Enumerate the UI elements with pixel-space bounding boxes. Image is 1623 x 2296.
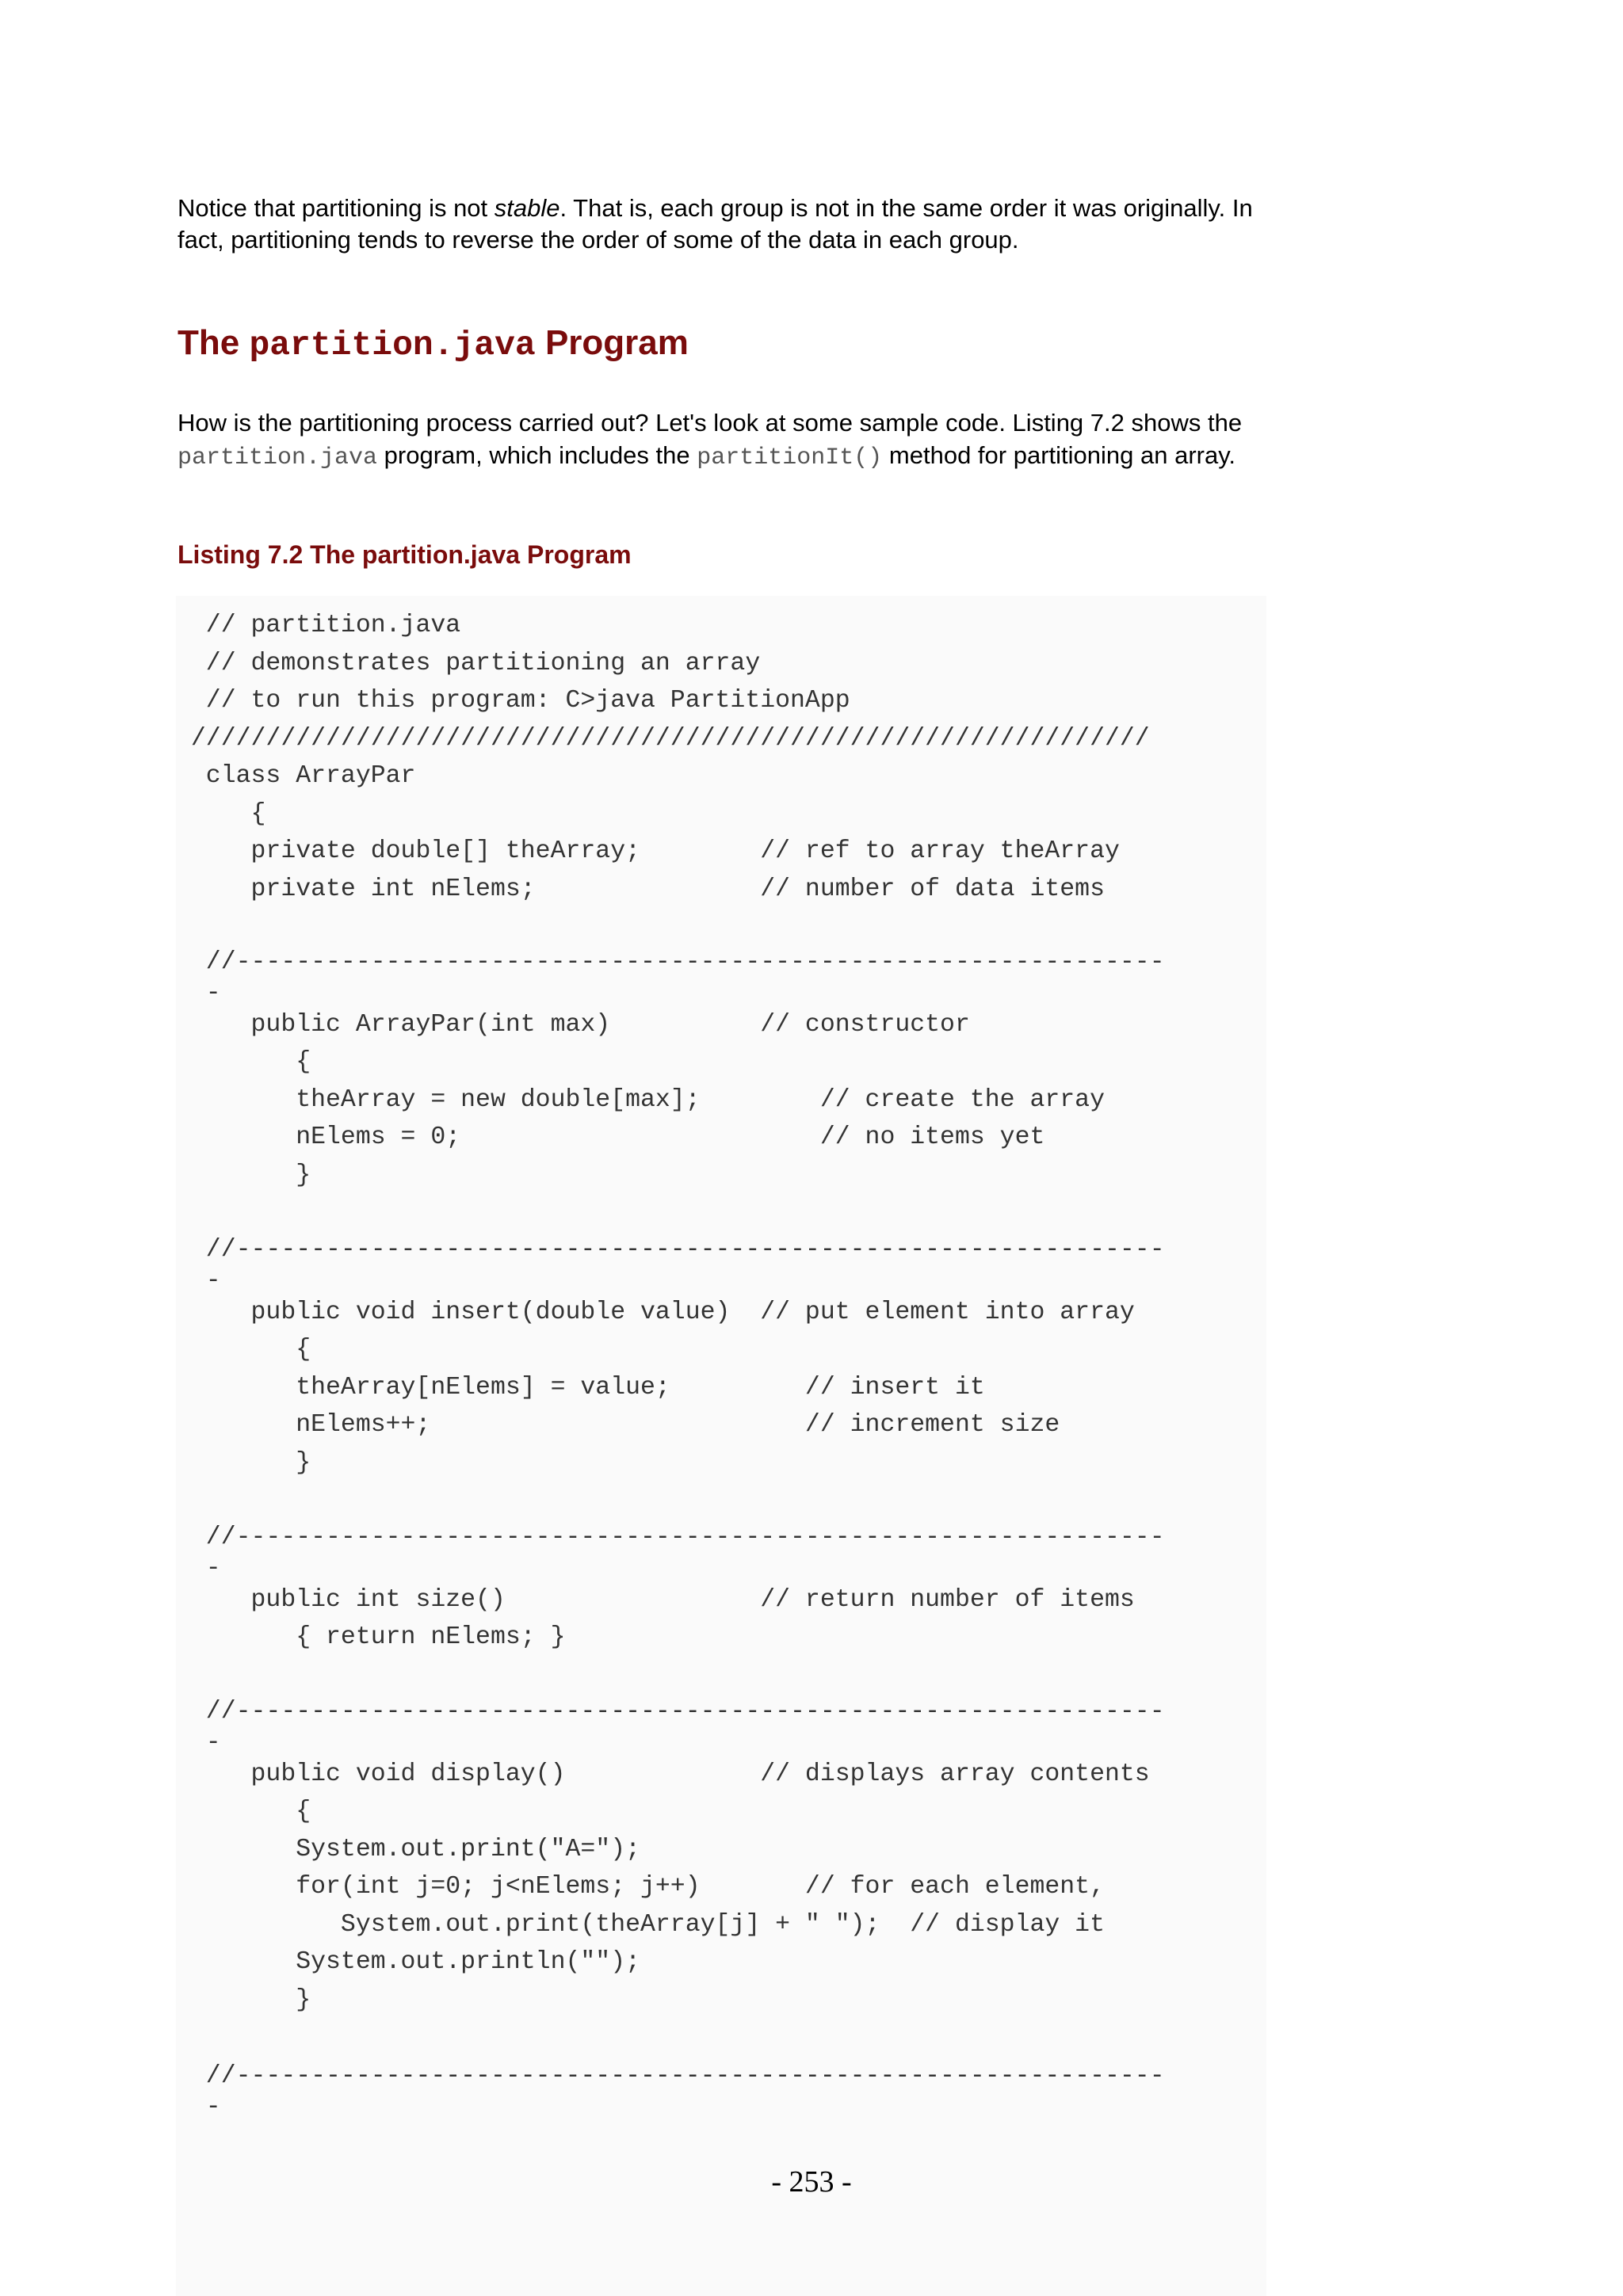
intro-emphasis: stable bbox=[494, 194, 560, 222]
code-line: private int nElems; // number of data items bbox=[176, 875, 1105, 903]
code-line: // partition.java bbox=[176, 612, 461, 639]
code-line: - bbox=[176, 1267, 221, 1295]
code-line: } bbox=[176, 1986, 311, 2014]
code-line: theArray = new double[max]; // create the array bbox=[176, 1086, 1105, 1114]
code-line: { bbox=[176, 1048, 311, 1076]
code-line: //////////////////////////////////////////////////////////////// bbox=[176, 725, 1150, 753]
code-line: // to run this program: C>java PartitionApp bbox=[176, 687, 850, 715]
description-code-filename: partition.java bbox=[178, 444, 378, 471]
heading-suffix: Program bbox=[535, 323, 689, 362]
code-listing bbox=[176, 596, 1266, 2296]
code-line: public int size() // return number of items bbox=[176, 1586, 1135, 1614]
code-line: nElems++; // increment size bbox=[176, 1411, 1060, 1439]
code-line: } bbox=[176, 1161, 311, 1189]
code-line: // demonstrates partitioning an array bbox=[176, 650, 761, 677]
code-line: - bbox=[176, 979, 221, 1007]
code-line: //-------------------------------------------------------------- bbox=[176, 1524, 1165, 1551]
code-line: { bbox=[176, 1336, 311, 1363]
code-line: { bbox=[176, 1798, 311, 1825]
description-code-method: partitionIt() bbox=[697, 444, 883, 471]
code-line: //-------------------------------------------------------------- bbox=[176, 2062, 1165, 2090]
code-line: } bbox=[176, 1449, 311, 1477]
code-line: private double[] theArray; // ref to array theArray bbox=[176, 837, 1120, 865]
code-line: public ArrayPar(int max) // constructor bbox=[176, 1011, 970, 1039]
intro-text-after: . That is, each group is not in the same order it was originally. In fact, partitioning tends to reverse the order of some of the data in each group. bbox=[178, 194, 1253, 254]
code-line: //-------------------------------------------------------------- bbox=[176, 1236, 1165, 1264]
description-text-2: program, which includes the bbox=[377, 441, 697, 469]
listing-title: Listing 7.2 The partition.java Program bbox=[178, 540, 632, 569]
code-line: System.out.println(""); bbox=[176, 1948, 640, 1976]
code-line: public void insert(double value) // put element into array bbox=[176, 1299, 1135, 1326]
code-line: - bbox=[176, 1729, 221, 1756]
code-line: - bbox=[176, 1554, 221, 1582]
code-line: System.out.print("A="); bbox=[176, 1836, 640, 1863]
code-line: class ArrayPar bbox=[176, 762, 416, 790]
heading-code: partition.java bbox=[249, 326, 536, 364]
description-text-1: How is the partitioning process carried out? Let's look at some sample code. Listing 7.2 shows the bbox=[178, 409, 1243, 437]
code-line: { return nElems; } bbox=[176, 1623, 566, 1651]
heading-prefix: The bbox=[178, 323, 250, 362]
section-heading bbox=[178, 323, 689, 364]
code-line: theArray[nElems] = value; // insert it bbox=[176, 1374, 985, 1402]
code-line: //-------------------------------------------------------------- bbox=[176, 948, 1165, 976]
description-text-3: method for partitioning an array. bbox=[882, 441, 1236, 469]
intro-text-before: Notice that partitioning is not bbox=[178, 194, 495, 222]
code-line: for(int j=0; j<nElems; j++) // for each element, bbox=[176, 1873, 1105, 1901]
description-paragraph bbox=[178, 406, 1287, 475]
code-line: public void display() // displays array contents bbox=[176, 1760, 1150, 1788]
page-number: - 253 - bbox=[771, 2165, 852, 2199]
code-line: { bbox=[176, 800, 266, 828]
code-line: - bbox=[176, 2093, 221, 2121]
code-line: System.out.print(theArray[j] + " "); // display it bbox=[176, 1911, 1105, 1939]
intro-paragraph bbox=[178, 193, 1271, 256]
code-line: //-------------------------------------------------------------- bbox=[176, 1698, 1165, 1726]
code-line: nElems = 0; // no items yet bbox=[176, 1123, 1045, 1151]
